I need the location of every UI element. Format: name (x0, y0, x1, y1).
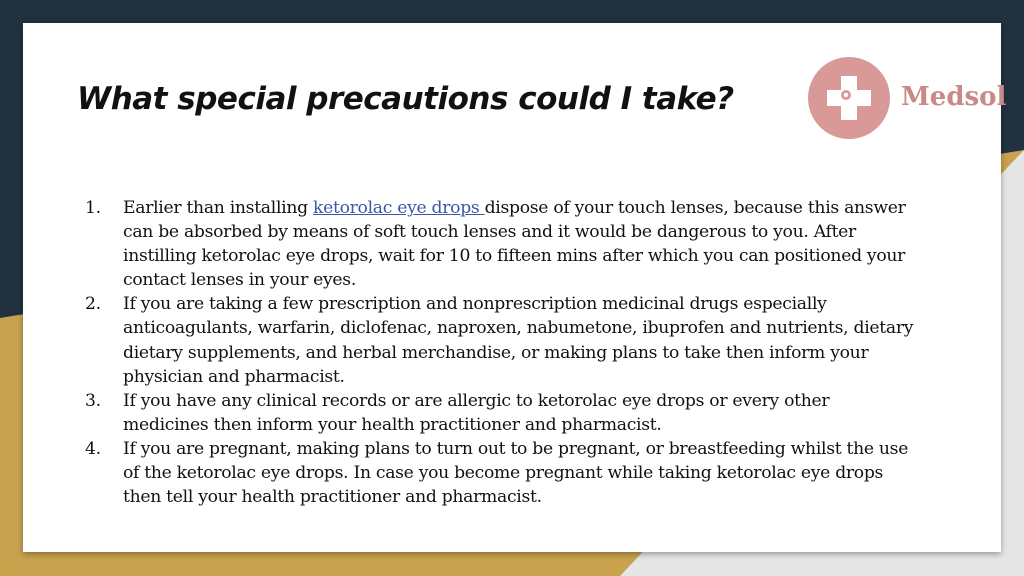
list-item (85, 196, 915, 292)
slide-card (23, 23, 1007, 552)
item-text: If you have any clinical records or are allergic to ketorolac eye drops or every other medicines then inform your health practitioner and pharmacist. (123, 390, 830, 435)
list-item (85, 292, 915, 388)
slide-title: What special precautions could I take? (77, 81, 734, 117)
item-text-after: dispose of your touch lenses, because this answer can be absorbed by means of soft touch lenses and it would be dangerous to you. After instilling ketorolac eye drops, wait for 10 to fifteen mins after which you can positioned your contact lenses in your eyes. (123, 198, 906, 291)
list-item (85, 437, 915, 509)
ketorolac-eye-drops-link[interactable]: ketorolac eye drops (312, 198, 485, 218)
logo-badge (808, 57, 890, 139)
item-number: 2. (85, 294, 101, 315)
list-item (85, 389, 915, 437)
item-text: If you are pregnant, making plans to turn out to be pregnant, or breastfeeding whilst the use of the ketorolac eye drops. In case you become pregnant while taking ketorolac eye drops then tell your health practitioner and pharmacist. (123, 438, 909, 508)
item-number: 3. (85, 390, 101, 411)
logo-wordmark: Medsol (901, 82, 1007, 112)
item-text-before: Earlier than installing (123, 198, 313, 218)
medsol-logo (808, 57, 1008, 141)
medical-cross-icon (824, 73, 874, 123)
item-number: 4. (85, 438, 101, 459)
item-text: If you are taking a few prescription and nonprescription medicinal drugs especially anticoagulants, warfarin, diclofenac, naproxen, nabumetone, ibuprofen and nutrients, dietary dietary supplements, and herbal merchandise, or making plans to take then inform your physician and pharmacist. (123, 294, 914, 387)
precautions-list (85, 196, 915, 509)
item-number: 1. (85, 198, 101, 218)
